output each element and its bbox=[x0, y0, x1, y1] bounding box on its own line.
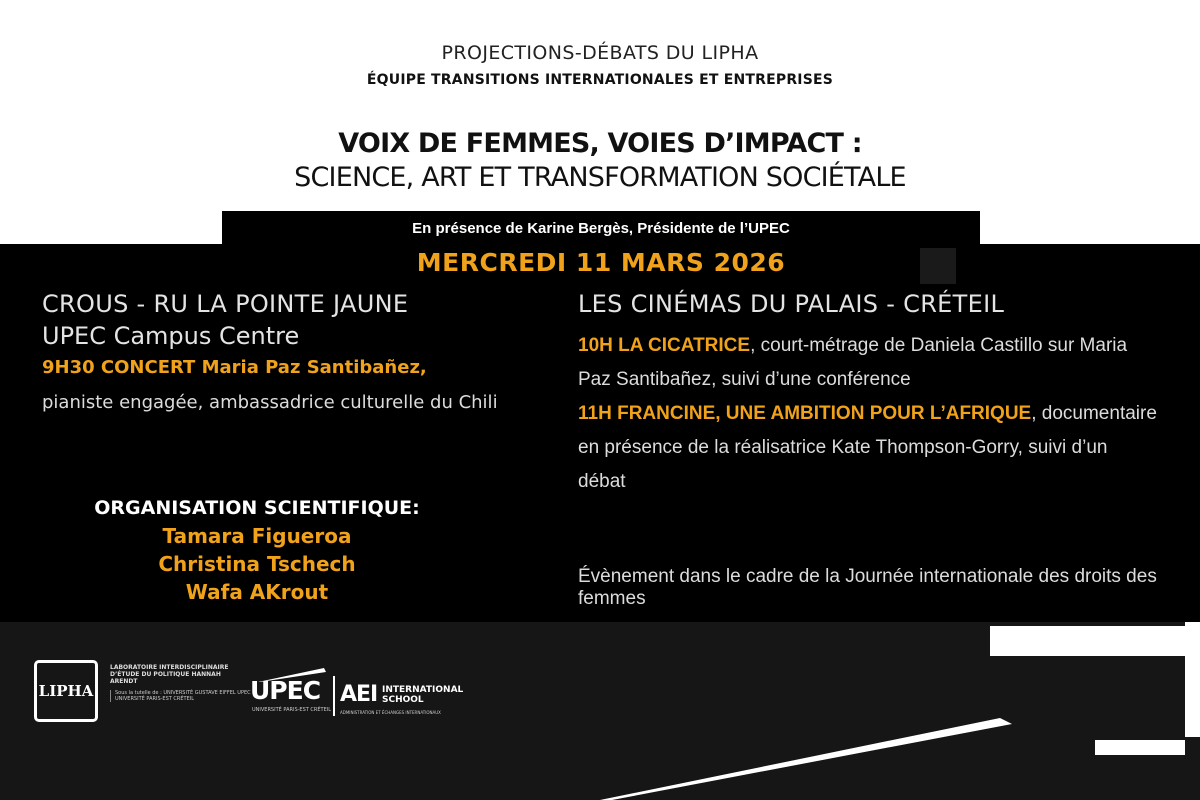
event-date: MERCREDI 11 MARS 2026 bbox=[416, 248, 786, 277]
aei-subtitle: ADMINISTRATION ET ÉCHANGES INTERNATIONAUX bbox=[340, 710, 441, 715]
stairs-decoration bbox=[560, 660, 1200, 800]
lipha-logo bbox=[34, 660, 98, 722]
presence-note: En présence de Karine Bergès, Présidente de l’UPEC bbox=[412, 220, 790, 237]
lipha-fullname: LABORATOIRE INTERDISCIPLINAIRE D’ÉTUDE DU POLITIQUE HANNAH ARENDT bbox=[110, 664, 229, 685]
left-venue: CROUS - RU LA POINTE JAUNE bbox=[42, 290, 409, 318]
program-list bbox=[578, 329, 1158, 499]
header-line2: ÉQUIPE TRANSITIONS INTERNATIONALES ET ENTREPRISES bbox=[366, 72, 834, 88]
lipha-tutelle: Sous la tutelle de : UNIVERSITÉ GUSTAVE EIFFEL UPEC - UNIVERSITÉ PARIS-EST CRÉTEIL bbox=[110, 690, 255, 702]
organizer-name: Christina Tschech bbox=[158, 552, 356, 576]
left-campus: UPEC Campus Centre bbox=[42, 322, 300, 350]
upec-logo: UPEC bbox=[250, 676, 321, 705]
program-item bbox=[578, 397, 1158, 499]
program-item-title: 10H LA CICATRICE bbox=[578, 335, 751, 356]
organizer-name: Wafa AKrout bbox=[185, 580, 329, 604]
concert-description: pianiste engagée, ambassadrice culturelle du Chili bbox=[42, 392, 498, 413]
right-venue: LES CINÉMAS DU PALAIS - CRÉTEIL bbox=[578, 290, 1005, 318]
program-item bbox=[578, 329, 1158, 397]
event-subtitle: SCIENCE, ART ET TRANSFORMATION SOCIÉTALE bbox=[294, 162, 906, 193]
logo-divider bbox=[333, 676, 335, 716]
decor-stripe bbox=[990, 626, 1200, 656]
event-title: VOIX DE FEMMES, VOIES D’IMPACT : bbox=[338, 128, 862, 159]
aei-international: INTERNATIONAL SCHOOL bbox=[382, 685, 464, 705]
aei-logo: AEI bbox=[340, 682, 378, 707]
program-item-desc: , court-métrage de Daniela Castillo sur Maria Paz Santibañez, suivi d’une conférence bbox=[578, 335, 1128, 390]
organizer-name: Tamara Figueroa bbox=[162, 524, 352, 548]
event-note: Évènement dans le cadre de la Journée internationale des droits des femmes bbox=[578, 566, 1157, 609]
upec-subtitle: UNIVERSITÉ PARIS-EST CRÉTEIL bbox=[252, 707, 331, 713]
header-line1: PROJECTIONS-DÉBATS DU LIPHA bbox=[441, 42, 759, 64]
concert-title: 9H30 CONCERT Maria Paz Santibañez, bbox=[42, 357, 427, 378]
lipha-logo-text: LIPHA bbox=[38, 682, 94, 700]
program-item-title: 11H FRANCINE, UNE AMBITION POUR L’AFRIQUE bbox=[578, 403, 1032, 424]
program-item-desc: , documentaire en présence de la réalisatrice Kate Thompson-Gorry, suivi d’un débat bbox=[578, 403, 1157, 492]
organisation-heading: ORGANISATION SCIENTIFIQUE: bbox=[94, 497, 420, 519]
